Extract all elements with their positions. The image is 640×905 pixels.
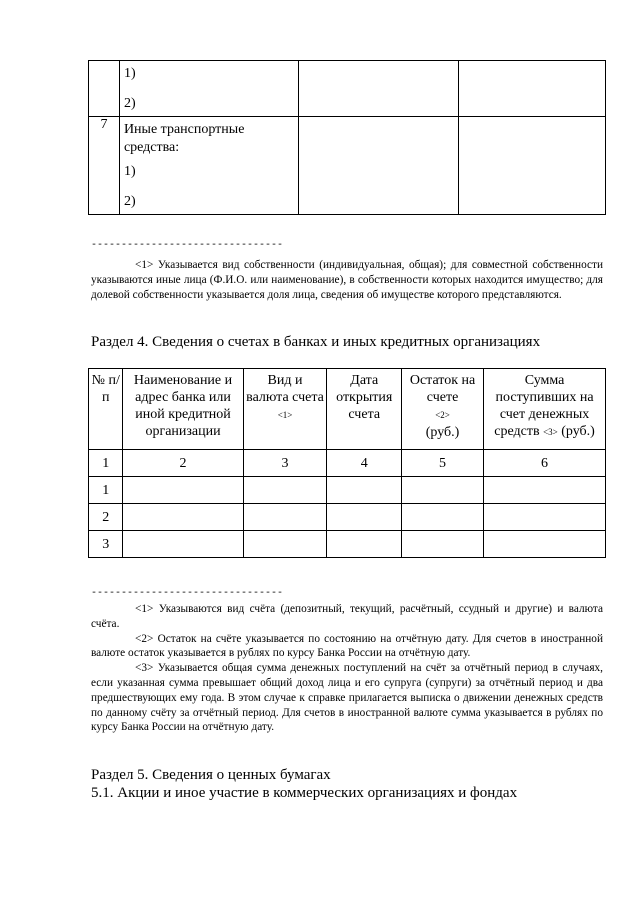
section5-title: Раздел 5. Сведения о ценных бумагах bbox=[91, 767, 331, 783]
table-row bbox=[89, 477, 606, 504]
row-number: 3 bbox=[89, 531, 123, 558]
row-number: 1 bbox=[89, 477, 123, 504]
col-header-date: Дата открытия счета bbox=[327, 369, 402, 450]
col-header-bank: Наименование и адрес банка или иной кредитной организации bbox=[123, 369, 243, 450]
footnote-3: <3> Указывается общая сумма денежных поступлений на счёт за отчётный период в случаях, если указанная сумма превышает общий доход лица и его супруга (супруги) за отчётный период и два предшествующих ему года. В этом случае к справке прилагается выписка о движении денежных средств по данному счёту за отчётный период. Для счетов в иностранной валюте сумма указывается в рублях по курсу Банка России на отчётную дату. bbox=[91, 662, 603, 734]
col-header-type: Вид и валюта счета <1> bbox=[243, 369, 327, 450]
list-item: 2) bbox=[123, 96, 136, 111]
table-row bbox=[89, 117, 606, 215]
footnote-2: <2> Остаток на счёте указывается по состоянию на отчётную дату. Для счетов в иностранной валюте остаток указывается в рублях по курсу Банка России на отчётную дату. bbox=[91, 632, 603, 660]
list-item: 2) bbox=[123, 194, 136, 209]
accounts-table bbox=[88, 368, 606, 558]
footnote-separator: -------------------------------- bbox=[91, 588, 284, 599]
footnote-ref: <1> bbox=[277, 410, 293, 420]
list-item: 1) bbox=[123, 66, 136, 81]
column-number: 3 bbox=[243, 450, 327, 477]
footnote-ref: <3> bbox=[543, 427, 558, 437]
vehicles-table bbox=[88, 60, 606, 215]
footnote-ref: <2> bbox=[435, 410, 450, 420]
col-header-balance: Остаток на счете <2> (руб.) bbox=[402, 369, 484, 450]
footnote-separator: -------------------------------- bbox=[91, 240, 284, 251]
column-number: 4 bbox=[327, 450, 402, 477]
section5-1-title: 5.1. Акции и иное участие в коммерческих организациях и фондах bbox=[91, 785, 518, 801]
column-number: 2 bbox=[123, 450, 243, 477]
row-number bbox=[89, 61, 120, 117]
footnote-1: <1> Указываются вид счёта (депозитный, текущий, расчётный, ссудный и другие) и валюта счёта. bbox=[91, 603, 603, 630]
footnote-section3: <1> Указывается вид собственности (индивидуальная, общая); для совместной собственности указываются иные лица (Ф.И.О. или наименование), в собственности которых находится имущество; для долевой собственности указывается доля лица, сведения об имуществе которого представляются. bbox=[91, 259, 603, 301]
column-numbers-row bbox=[89, 450, 606, 477]
vehicle-type-label: Иные транспортные средства: bbox=[123, 122, 245, 155]
column-number: 5 bbox=[402, 450, 484, 477]
column-number: 1 bbox=[89, 450, 123, 477]
col-header-num: № п/п bbox=[89, 369, 123, 450]
footnotes-section4 bbox=[91, 602, 603, 735]
section4-title: Раздел 4. Сведения о счетах в банках и иных кредитных организациях bbox=[91, 334, 541, 350]
table-header-row bbox=[89, 369, 606, 450]
table-row bbox=[89, 61, 606, 117]
column-number: 6 bbox=[484, 450, 606, 477]
row-number: 2 bbox=[89, 504, 123, 531]
col-header-sum: Сумма поступивших на счет денежных средств <3> (руб.) bbox=[484, 369, 606, 450]
table-row bbox=[89, 504, 606, 531]
table-row bbox=[89, 531, 606, 558]
list-item: 1) bbox=[123, 164, 136, 179]
row-number: 7 bbox=[89, 117, 120, 215]
